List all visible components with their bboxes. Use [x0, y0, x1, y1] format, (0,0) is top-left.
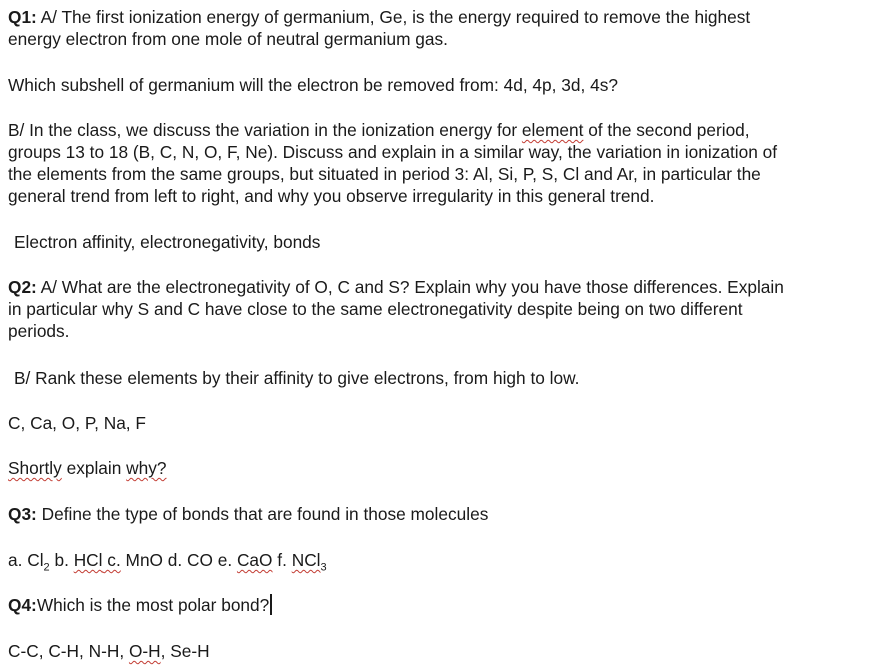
- spellcheck-hcl: HCl c.: [73, 550, 121, 570]
- q2-a-line1: A/ What are the electronegativity of O, C and S? Explain why you have those differences. Explain: [36, 277, 784, 297]
- spellcheck-shortly: Shortly: [8, 458, 62, 478]
- section-heading: Electron affinity, electronegativity, bonds: [14, 232, 321, 252]
- q3-molecules: a. $Cl_2$ b. HCl c. MnO d. CO e. CaO f. NCl$_3$: [8, 550, 327, 574]
- q1-b-line4: general trend from left to right, and why you observe irregularity in this general trend.: [8, 186, 655, 206]
- spellcheck-oh: O-H: [128, 641, 161, 661]
- q3-label: Q3:: [8, 504, 37, 524]
- q2-elements: C, Ca, O, P, Na, F: [8, 413, 146, 433]
- spellcheck-why: why?: [126, 458, 167, 478]
- q1-label: Q1:: [8, 7, 37, 27]
- q2-explain: Shortly explain why?: [8, 458, 167, 478]
- q2-a-line2: in particular why S and C have close to the same electronegativity despite being on two different: [8, 299, 743, 319]
- q2-line-1: [8, 276, 784, 298]
- q1-b-line3: the elements from the same groups, but situated in period 3: Al, Si, P, S, Cl and Ar, in particular the: [8, 164, 761, 184]
- q4-line: [8, 594, 272, 616]
- q1-subshell-question: Which subshell of germanium will the electron be removed from: 4d, 4p, 3d, 4s?: [8, 75, 618, 95]
- q2-b-line: B/ Rank these elements by their affinity to give electrons, from high to low.: [14, 368, 580, 388]
- q3-line: [8, 503, 488, 525]
- q1-a-line2: energy electron from one mole of neutral germanium gas.: [8, 29, 448, 49]
- q1-a-line1: A/ The first ionization energy of germanium, Ge, is the energy required to remove the highest: [36, 7, 751, 27]
- q2-label: Q2:: [8, 277, 37, 297]
- spellcheck-element: element: [521, 120, 584, 140]
- spellcheck-cao: CaO: [236, 550, 273, 570]
- spellcheck-ncl3: NCl$_3$: [291, 550, 327, 574]
- q4-label: Q4:: [8, 595, 37, 615]
- q4-bonds: C-C, C-H, N-H, O-H, Se-H: [8, 641, 210, 661]
- q1-b-line1: B/ In the class, we discuss the variation in the ionization energy for element of the second period,: [8, 120, 750, 140]
- q2-a-line3: periods.: [8, 321, 70, 341]
- q4-text[interactable]: Which is the most polar bond?: [36, 595, 270, 615]
- q1-line-1: [8, 6, 750, 28]
- q1-b-line2: groups 13 to 18 (B, C, N, O, F, Ne). Discuss and explain in a similar way, the variation in ionization of: [8, 142, 778, 162]
- q3-text: Define the type of bonds that are found in those molecules: [36, 504, 489, 524]
- text-cursor: [270, 594, 272, 615]
